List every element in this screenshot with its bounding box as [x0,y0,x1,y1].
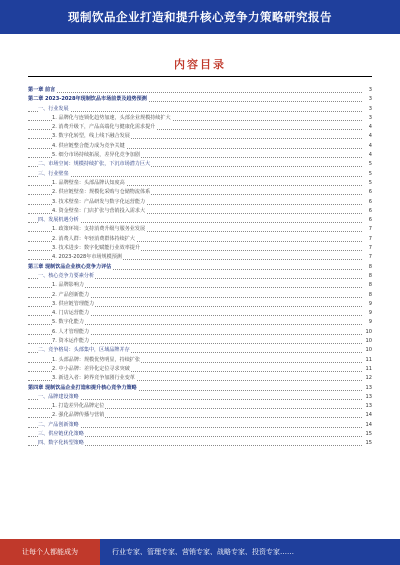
footer-banner [0,539,400,565]
toc-subsection-entry[interactable] [28,402,372,411]
toc-page-number: 11 [363,365,372,374]
toc-page-number: 7 [363,244,372,253]
toc-entry-label: 三、行业壁垒 [38,170,70,179]
toc-entry-label: 4. 资金壁垒：门店扩张与营销投入需求大 [52,207,146,216]
toc-section-entry[interactable] [28,160,372,169]
toc-chapter-entry[interactable] [28,86,372,95]
toc-section-entry[interactable] [28,105,372,114]
toc-entry-label: 2. 产品创新能力 [52,291,90,300]
toc-page-number: 12 [363,374,372,383]
toc-page-number: 13 [363,384,372,393]
toc-page-number: 3 [363,86,372,95]
toc-page-number: 5 [363,179,372,188]
toc-page-number: 9 [363,300,372,309]
toc-subsection-entry[interactable] [28,151,372,160]
toc-entry-label: 4. 门店运营能力 [52,309,90,318]
toc-page-number: 15 [363,439,372,448]
toc-chapter-entry[interactable] [28,95,372,104]
toc-section-entry[interactable] [28,421,372,430]
toc-subsection-entry[interactable] [28,328,372,337]
toc-section-entry[interactable] [28,216,372,225]
toc-subsection-entry[interactable] [28,411,372,420]
toc-entry-label: 3. 技术壁垒：产品研发与数字化运营能力 [52,198,146,207]
toc-section-entry[interactable] [28,439,372,448]
toc-entry-label: 1. 打造差异化品牌定位 [52,402,105,411]
toc-subsection-entry[interactable] [28,123,372,132]
toc-subsection-entry[interactable] [28,281,372,290]
toc-entry-label: 4. 2023-2028年市场规模预测 [52,253,123,262]
toc-entry-label: 2. 消费人群：年轻消费群体持续扩大 [52,235,136,244]
toc-entry-label: 第一章 前言 [28,86,56,95]
toc-subsection-entry[interactable] [28,374,372,383]
toc-subsection-entry[interactable] [28,253,372,262]
toc-section-entry[interactable] [28,272,372,281]
toc-leader-dots [28,176,362,177]
toc-page [28,34,372,524]
toc-page-number: 4 [363,151,372,160]
toc-entry-label: 第四章 现制饮品企业打造和提升核心竞争力策略 [28,384,138,393]
toc-subsection-entry[interactable] [28,198,372,207]
toc-page-number: 14 [363,421,372,430]
toc-entry-label: 3. 技术进步：数字化赋能行业效率提升 [52,244,141,253]
toc-page-number: 8 [363,263,372,272]
toc-entry-label: 2. 强化品牌传播与营销 [52,411,105,420]
toc-page-number: 5 [363,160,372,169]
toc-entry-label: 二、竞争格局：头部集中，区域品牌并存 [38,346,131,355]
toc-entry-label: 二、市场空间：规模持续扩张，下沉市场潜力巨大 [38,160,151,169]
toc-leader-dots [28,111,362,112]
toc-page-number: 4 [363,142,372,151]
toc-page-number: 10 [363,337,372,346]
toc-entry-label: 5. 数字化能力 [52,318,85,327]
toc-page-number: 7 [363,235,372,244]
toc-entry-label: 2. 中小品牌：差异化定位寻求突破 [52,365,131,374]
toc-entry-label: 第二章 2023-2028年现制饮品市场前景及趋势预测 [28,95,148,104]
toc-subsection-entry[interactable] [28,188,372,197]
toc-page-number: 13 [363,393,372,402]
toc-entry-label: 一、核心竞争力要素分析 [38,272,95,281]
toc-list [28,86,372,449]
toc-entry-label: 6. 人才管理能力 [52,328,90,337]
toc-entry-label: 2. 供应链壁垒：规模化采购与仓储物流体系 [52,188,151,197]
toc-page-number: 3 [363,95,372,104]
toc-page-number: 10 [363,346,372,355]
toc-subsection-entry[interactable] [28,225,372,234]
toc-entry-label: 1. 品牌化与连锁化趋势加速，头部企业规模持续扩大 [52,114,172,123]
toc-page-number: 14 [363,411,372,420]
toc-page-number: 6 [363,188,372,197]
toc-top-rule [28,76,372,77]
toc-entry-label: 1. 政策环境：支持消费升级与服务业发展 [52,225,146,234]
toc-section-entry[interactable] [28,170,372,179]
toc-subsection-entry[interactable] [28,235,372,244]
toc-page-number: 3 [363,105,372,114]
toc-page-number: 13 [363,402,372,411]
toc-page-number: 11 [363,356,372,365]
toc-entry-label: 1. 头部品牌：规模优势明显，持续扩张 [52,356,141,365]
toc-subsection-entry[interactable] [28,318,372,327]
toc-subsection-entry[interactable] [28,114,372,123]
toc-page-number: 6 [363,207,372,216]
toc-subsection-entry[interactable] [28,309,372,318]
report-header-banner [0,0,400,34]
toc-subsection-entry[interactable] [28,132,372,141]
toc-entry-label: 3. 供应链管理能力 [52,300,95,309]
toc-page-number: 3 [363,114,372,123]
toc-page-number: 7 [363,225,372,234]
toc-subsection-entry[interactable] [28,291,372,300]
toc-page-number: 15 [363,430,372,439]
toc-entry-label: 二、产品创新策略 [38,421,80,430]
toc-entry-label: 3. 数字化转型，线上线下融合发展 [52,132,131,141]
toc-section-entry[interactable] [28,393,372,402]
toc-heading: 内容目录 [174,58,226,71]
toc-section-entry[interactable] [28,430,372,439]
toc-page-number: 5 [363,170,372,179]
toc-page-number: 4 [363,132,372,141]
toc-chapter-entry[interactable] [28,263,372,272]
toc-subsection-entry[interactable] [28,207,372,216]
toc-entry-label: 2. 消费升级下，产品高端化与健康化需求提升 [52,123,156,132]
toc-page-number: 8 [363,291,372,300]
toc-subsection-entry[interactable] [28,300,372,309]
toc-page-number: 7 [363,253,372,262]
toc-section-entry[interactable] [28,346,372,355]
toc-entry-label: 1. 品牌影响力 [52,281,85,290]
toc-entry-label: 一、品牌建设策略 [38,393,80,402]
toc-page-number: 6 [363,216,372,225]
toc-entry-label: 第三章 现制饮品企业核心竞争力评估 [28,263,112,272]
toc-subsection-entry[interactable] [28,337,372,346]
toc-entry-label: 4. 供应链整合能力成为竞争关键 [52,142,126,151]
toc-page-number: 8 [363,272,372,281]
toc-entry-label: 5. 细分市场持续拓展，差异化竞争加剧 [52,151,141,160]
toc-entry-label: 三、供应链优化策略 [38,430,85,439]
toc-page-number: 10 [363,328,372,337]
footer-slogan: 让每个人都能成为 [22,548,78,556]
toc-leader-dots [28,92,362,93]
toc-page-number: 8 [363,281,372,290]
toc-page-number: 6 [363,198,372,207]
footer-expert-list: 行业专家、管理专家、营销专家、战略专家、投资专家…… [100,539,400,565]
toc-entry-label: 7. 资本运作能力 [52,337,90,346]
toc-subsection-entry[interactable] [28,356,372,365]
toc-entry-label: 一、行业发展 [38,105,70,114]
toc-subsection-entry[interactable] [28,244,372,253]
toc-entry-label: 3. 新进入者：跨界竞争加剧行业变革 [52,374,136,383]
toc-page-number: 4 [363,123,372,132]
report-title: 现制饮品企业打造和提升核心竞争力策略研究报告 [68,10,332,24]
toc-chapter-entry[interactable] [28,384,372,393]
toc-entry-label: 四、数字化转型策略 [38,439,85,448]
toc-entry-label: 四、发展机遇分析 [38,216,80,225]
toc-page-number: 9 [363,318,372,327]
toc-page-number: 9 [363,309,372,318]
toc-subsection-entry[interactable] [28,179,372,188]
toc-subsection-entry[interactable] [28,365,372,374]
toc-entry-label: 1. 品牌壁垒：头部品牌认知度高 [52,179,126,188]
toc-subsection-entry[interactable] [28,142,372,151]
